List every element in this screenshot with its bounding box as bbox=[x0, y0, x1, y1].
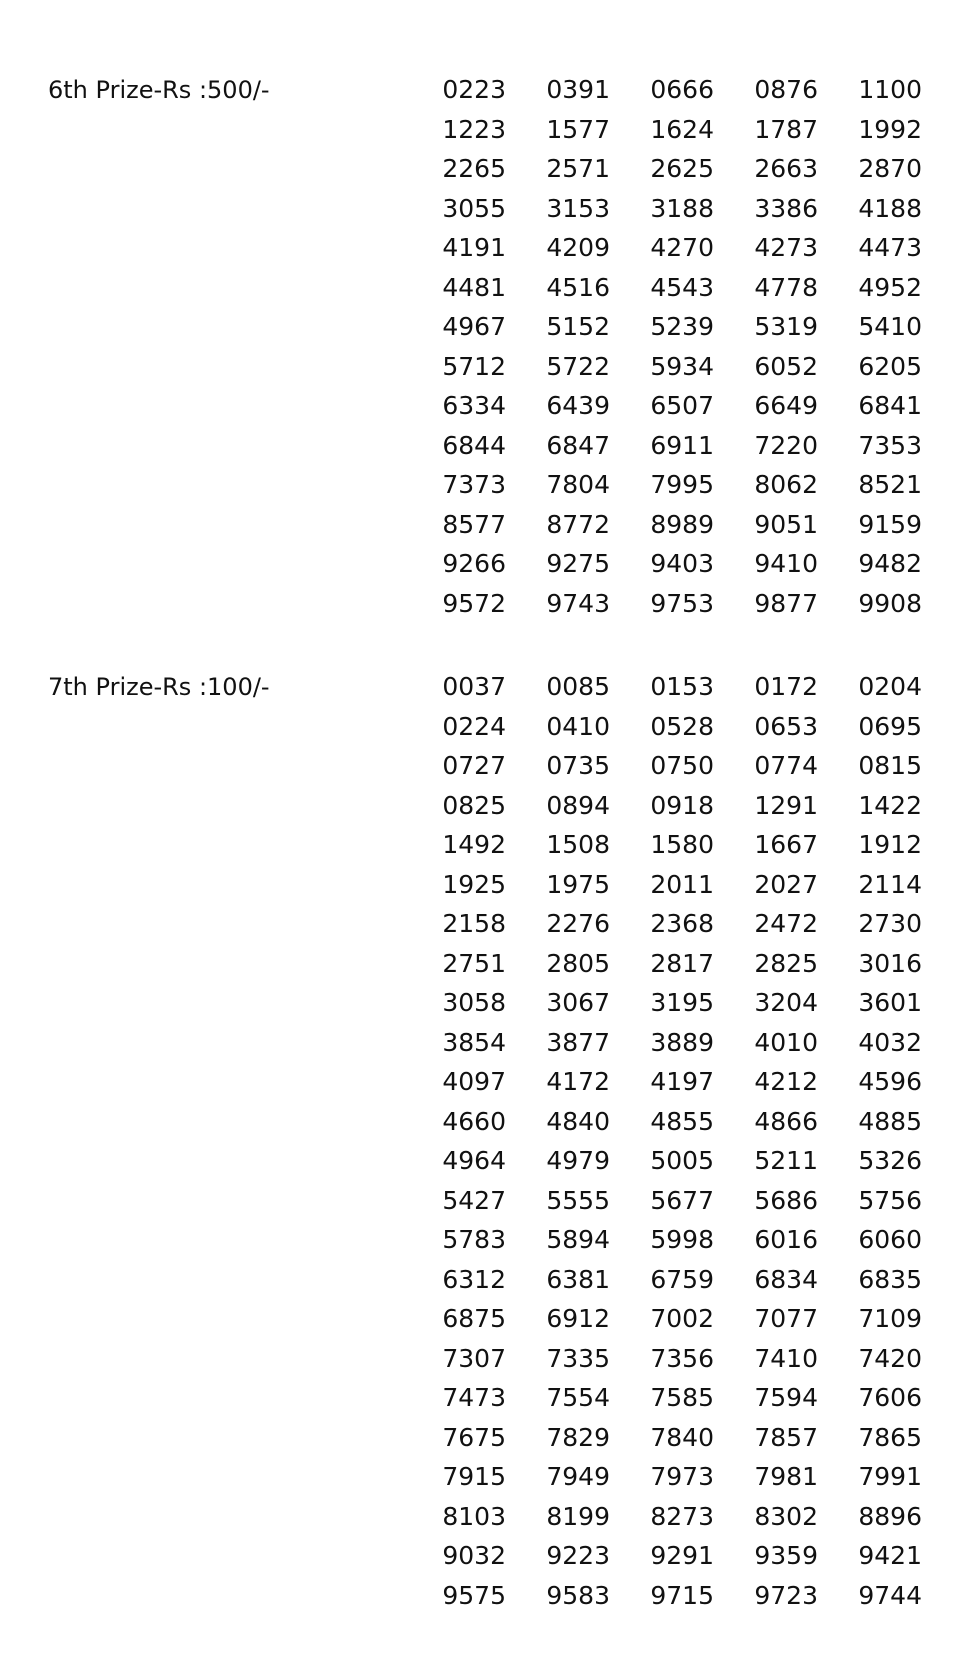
winning-number: 7335 bbox=[546, 1343, 610, 1373]
winning-number: 9032 bbox=[442, 1541, 506, 1570]
winning-number: 7220 bbox=[754, 430, 818, 460]
winning-number: 4596 bbox=[858, 1067, 922, 1096]
winning-number: 0204 bbox=[858, 672, 922, 701]
winning-number: 2027 bbox=[754, 869, 818, 899]
winning-number: 3386 bbox=[754, 193, 818, 223]
winning-number: 9223 bbox=[546, 1541, 610, 1570]
winning-number: 1291 bbox=[754, 790, 818, 820]
winning-number: 2276 bbox=[546, 909, 610, 938]
winning-number: 3877 bbox=[546, 1027, 610, 1057]
winning-number: 4952 bbox=[858, 272, 922, 302]
winning-number: 7594 bbox=[754, 1383, 818, 1412]
winning-number: 6912 bbox=[546, 1304, 610, 1333]
winning-number: 6381 bbox=[546, 1264, 610, 1294]
winning-number: 8062 bbox=[754, 470, 818, 499]
winning-number: 4516 bbox=[546, 272, 610, 302]
winning-number: 5326 bbox=[858, 1146, 922, 1175]
winning-number: 7865 bbox=[858, 1422, 922, 1452]
winning-number: 0172 bbox=[754, 672, 818, 701]
winning-number: 4964 bbox=[442, 1146, 506, 1175]
winning-number: 0037 bbox=[442, 672, 506, 701]
winning-number: 5319 bbox=[754, 312, 818, 341]
winning-number: 0695 bbox=[858, 711, 922, 741]
winning-number: 5152 bbox=[546, 312, 610, 341]
winning-number: 7420 bbox=[858, 1343, 922, 1373]
winning-number: 4273 bbox=[754, 233, 818, 262]
winning-number: 4778 bbox=[754, 272, 818, 302]
winning-number: 3854 bbox=[442, 1027, 506, 1057]
winning-number: 0876 bbox=[754, 75, 818, 104]
winning-number: 2472 bbox=[754, 909, 818, 938]
winning-number: 7109 bbox=[858, 1304, 922, 1333]
winning-numbers-grid-7th bbox=[430, 667, 950, 1615]
winning-number: 4481 bbox=[442, 272, 506, 302]
winning-number: 1925 bbox=[442, 869, 506, 899]
winning-number: 6060 bbox=[858, 1225, 922, 1254]
winning-number: 5934 bbox=[650, 351, 714, 381]
winning-number: 6835 bbox=[858, 1264, 922, 1294]
winning-number: 4209 bbox=[546, 233, 610, 262]
winning-number: 9877 bbox=[754, 588, 818, 618]
winning-number: 8577 bbox=[442, 509, 506, 539]
prize-label-7th: 7th Prize-Rs :100/- bbox=[48, 673, 270, 701]
winning-number: 1667 bbox=[754, 830, 818, 859]
winning-number: 6911 bbox=[650, 430, 714, 460]
winning-number: 2571 bbox=[546, 154, 610, 183]
winning-number: 6016 bbox=[754, 1225, 818, 1254]
winning-number: 0815 bbox=[858, 751, 922, 780]
winning-number: 4032 bbox=[858, 1027, 922, 1057]
winning-number: 9275 bbox=[546, 549, 610, 578]
winning-number: 6759 bbox=[650, 1264, 714, 1294]
winning-number: 5783 bbox=[442, 1225, 506, 1254]
winning-number: 9572 bbox=[442, 588, 506, 618]
winning-number: 5005 bbox=[650, 1146, 714, 1175]
winning-number: 7915 bbox=[442, 1462, 506, 1491]
winning-number: 6875 bbox=[442, 1304, 506, 1333]
winning-number: 7606 bbox=[858, 1383, 922, 1412]
winning-number: 2751 bbox=[442, 948, 506, 978]
winning-number: 7857 bbox=[754, 1422, 818, 1452]
winning-number: 1992 bbox=[858, 114, 922, 144]
winning-number: 8989 bbox=[650, 509, 714, 539]
winning-number: 2368 bbox=[650, 909, 714, 938]
winning-number: 9421 bbox=[858, 1541, 922, 1570]
winning-number: 5427 bbox=[442, 1185, 506, 1215]
winning-number: 4097 bbox=[442, 1067, 506, 1096]
winning-number: 7473 bbox=[442, 1383, 506, 1412]
winning-number: 7991 bbox=[858, 1462, 922, 1491]
winning-number: 1100 bbox=[858, 75, 922, 104]
winning-number: 2870 bbox=[858, 154, 922, 183]
winning-number: 5722 bbox=[546, 351, 610, 381]
winning-number: 2663 bbox=[754, 154, 818, 183]
winning-number: 2730 bbox=[858, 909, 922, 938]
winning-number: 9159 bbox=[858, 509, 922, 539]
winning-number: 0666 bbox=[650, 75, 714, 104]
winning-number: 4188 bbox=[858, 193, 922, 223]
winning-number: 4172 bbox=[546, 1067, 610, 1096]
winning-number: 4197 bbox=[650, 1067, 714, 1096]
winning-number: 9410 bbox=[754, 549, 818, 578]
winning-number: 0825 bbox=[442, 790, 506, 820]
winning-number: 0528 bbox=[650, 711, 714, 741]
winning-number: 7804 bbox=[546, 470, 610, 499]
winning-number: 4010 bbox=[754, 1027, 818, 1057]
winning-number: 2114 bbox=[858, 869, 922, 899]
winning-number: 3016 bbox=[858, 948, 922, 978]
winning-number: 0774 bbox=[754, 751, 818, 780]
winning-number: 9744 bbox=[858, 1580, 922, 1610]
winning-number: 0410 bbox=[546, 711, 610, 741]
winning-number: 9051 bbox=[754, 509, 818, 539]
winning-number: 0750 bbox=[650, 751, 714, 780]
winning-number: 6439 bbox=[546, 391, 610, 420]
winning-number: 2265 bbox=[442, 154, 506, 183]
winning-number: 7077 bbox=[754, 1304, 818, 1333]
winning-number: 4855 bbox=[650, 1106, 714, 1136]
winning-number: 7410 bbox=[754, 1343, 818, 1373]
winning-number: 2817 bbox=[650, 948, 714, 978]
winning-number: 4660 bbox=[442, 1106, 506, 1136]
winning-number: 9266 bbox=[442, 549, 506, 578]
winning-number: 0735 bbox=[546, 751, 610, 780]
winning-number: 3188 bbox=[650, 193, 714, 223]
winning-number: 6844 bbox=[442, 430, 506, 460]
winning-number: 3153 bbox=[546, 193, 610, 223]
winning-number: 7829 bbox=[546, 1422, 610, 1452]
winning-number: 7995 bbox=[650, 470, 714, 499]
winning-number: 4979 bbox=[546, 1146, 610, 1175]
winning-number: 7981 bbox=[754, 1462, 818, 1491]
winning-number: 9482 bbox=[858, 549, 922, 578]
winning-number: 6847 bbox=[546, 430, 610, 460]
winning-number: 2158 bbox=[442, 909, 506, 938]
winning-number: 7585 bbox=[650, 1383, 714, 1412]
winning-number: 0653 bbox=[754, 711, 818, 741]
winning-number: 4866 bbox=[754, 1106, 818, 1136]
winning-number: 2011 bbox=[650, 869, 714, 899]
winning-number: 6834 bbox=[754, 1264, 818, 1294]
winning-number: 8772 bbox=[546, 509, 610, 539]
winning-number: 2825 bbox=[754, 948, 818, 978]
winning-number: 8103 bbox=[442, 1501, 506, 1531]
winning-number: 0918 bbox=[650, 790, 714, 820]
prize-label-6th: 6th Prize-Rs :500/- bbox=[48, 76, 270, 104]
winning-number: 1422 bbox=[858, 790, 922, 820]
winning-number: 7373 bbox=[442, 470, 506, 499]
winning-number: 8896 bbox=[858, 1501, 922, 1531]
winning-number: 9575 bbox=[442, 1580, 506, 1610]
winning-number: 1508 bbox=[546, 830, 610, 859]
winning-number: 9715 bbox=[650, 1580, 714, 1610]
winning-number: 5686 bbox=[754, 1185, 818, 1215]
winning-number: 6312 bbox=[442, 1264, 506, 1294]
winning-number: 9753 bbox=[650, 588, 714, 618]
winning-number: 5756 bbox=[858, 1185, 922, 1215]
winning-number: 4543 bbox=[650, 272, 714, 302]
winning-number: 0224 bbox=[442, 711, 506, 741]
winning-number: 9403 bbox=[650, 549, 714, 578]
winning-number: 4967 bbox=[442, 312, 506, 341]
winning-number: 4840 bbox=[546, 1106, 610, 1136]
winning-number: 8273 bbox=[650, 1501, 714, 1531]
winning-number: 1975 bbox=[546, 869, 610, 899]
winning-number: 0894 bbox=[546, 790, 610, 820]
winning-number: 0153 bbox=[650, 672, 714, 701]
winning-number: 1787 bbox=[754, 114, 818, 144]
winning-number: 7307 bbox=[442, 1343, 506, 1373]
winning-number: 6507 bbox=[650, 391, 714, 420]
winning-number: 2625 bbox=[650, 154, 714, 183]
winning-number: 9908 bbox=[858, 588, 922, 618]
winning-number: 0085 bbox=[546, 672, 610, 701]
winning-number: 6841 bbox=[858, 391, 922, 420]
winning-number: 7840 bbox=[650, 1422, 714, 1452]
winning-number: 6052 bbox=[754, 351, 818, 381]
winning-number: 5998 bbox=[650, 1225, 714, 1254]
winning-number: 3058 bbox=[442, 988, 506, 1017]
winning-number: 3204 bbox=[754, 988, 818, 1017]
winning-number: 3055 bbox=[442, 193, 506, 223]
winning-number: 7554 bbox=[546, 1383, 610, 1412]
winning-number: 5555 bbox=[546, 1185, 610, 1215]
winning-number: 6205 bbox=[858, 351, 922, 381]
winning-number: 8199 bbox=[546, 1501, 610, 1531]
winning-number: 7353 bbox=[858, 430, 922, 460]
winning-number: 0727 bbox=[442, 751, 506, 780]
winning-number: 9291 bbox=[650, 1541, 714, 1570]
winning-number: 9743 bbox=[546, 588, 610, 618]
winning-number: 1577 bbox=[546, 114, 610, 144]
winning-number: 4885 bbox=[858, 1106, 922, 1136]
winning-number: 9359 bbox=[754, 1541, 818, 1570]
winning-number: 5712 bbox=[442, 351, 506, 381]
winning-number: 0223 bbox=[442, 75, 506, 104]
winning-number: 1580 bbox=[650, 830, 714, 859]
winning-number: 5894 bbox=[546, 1225, 610, 1254]
winning-number: 3889 bbox=[650, 1027, 714, 1057]
winning-number: 1624 bbox=[650, 114, 714, 144]
winning-number: 3067 bbox=[546, 988, 610, 1017]
winning-number: 4473 bbox=[858, 233, 922, 262]
winning-number: 3195 bbox=[650, 988, 714, 1017]
winning-number: 7002 bbox=[650, 1304, 714, 1333]
winning-number: 1912 bbox=[858, 830, 922, 859]
winning-number: 2805 bbox=[546, 948, 610, 978]
winning-number: 3601 bbox=[858, 988, 922, 1017]
winning-number: 9583 bbox=[546, 1580, 610, 1610]
winning-number: 1492 bbox=[442, 830, 506, 859]
winning-number: 1223 bbox=[442, 114, 506, 144]
winning-numbers-grid-6th bbox=[430, 70, 950, 623]
winning-number: 5410 bbox=[858, 312, 922, 341]
winning-number: 7356 bbox=[650, 1343, 714, 1373]
winning-number: 6649 bbox=[754, 391, 818, 420]
winning-number: 7973 bbox=[650, 1462, 714, 1491]
winning-number: 4270 bbox=[650, 233, 714, 262]
winning-number: 5239 bbox=[650, 312, 714, 341]
winning-number: 8302 bbox=[754, 1501, 818, 1531]
winning-number: 9723 bbox=[754, 1580, 818, 1610]
winning-number: 7675 bbox=[442, 1422, 506, 1452]
winning-number: 5211 bbox=[754, 1146, 818, 1175]
winning-number: 8521 bbox=[858, 470, 922, 499]
winning-number: 7949 bbox=[546, 1462, 610, 1491]
winning-number: 6334 bbox=[442, 391, 506, 420]
winning-number: 4212 bbox=[754, 1067, 818, 1096]
winning-number: 4191 bbox=[442, 233, 506, 262]
winning-number: 5677 bbox=[650, 1185, 714, 1215]
winning-number: 0391 bbox=[546, 75, 610, 104]
